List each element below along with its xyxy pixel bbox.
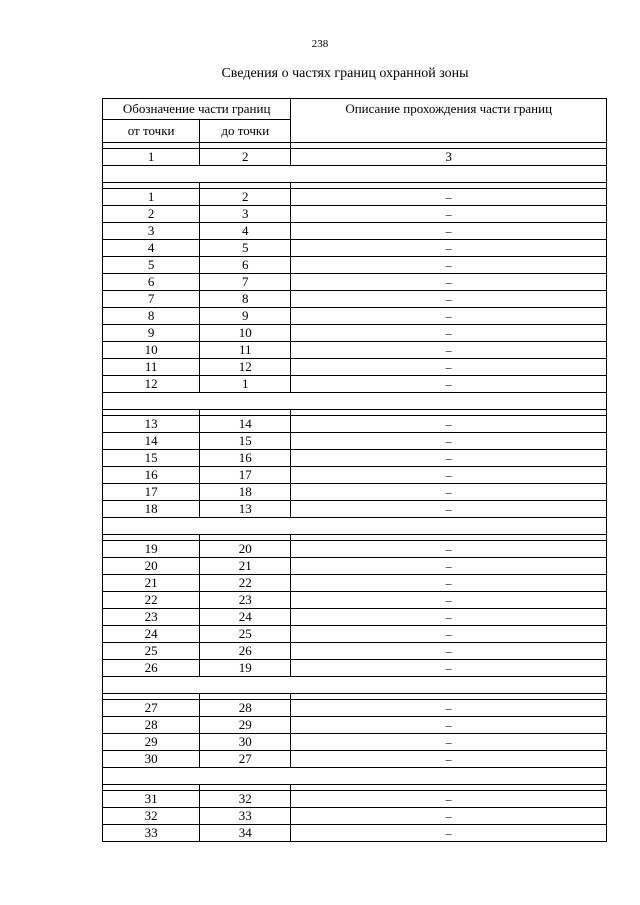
to-point-cell: 21	[200, 558, 291, 575]
from-point-cell: 23	[103, 609, 200, 626]
section-separator-row	[103, 166, 607, 183]
to-point-cell: 7	[200, 274, 291, 291]
col-number: 2	[200, 149, 291, 166]
description-cell: –	[291, 484, 607, 501]
description-cell: –	[291, 342, 607, 359]
description-cell: –	[291, 359, 607, 376]
description-cell: –	[291, 808, 607, 825]
section-separator	[103, 768, 607, 785]
to-point-cell: 24	[200, 609, 291, 626]
from-point-cell: 18	[103, 501, 200, 518]
from-point-cell: 10	[103, 342, 200, 359]
to-point-cell: 30	[200, 734, 291, 751]
description-cell: –	[291, 416, 607, 433]
to-point-cell: 28	[200, 700, 291, 717]
description-cell: –	[291, 325, 607, 342]
table-row	[103, 467, 607, 484]
table-row	[103, 189, 607, 206]
description-cell: –	[291, 376, 607, 393]
from-point-cell: 9	[103, 325, 200, 342]
from-point-cell: 16	[103, 467, 200, 484]
col-number: 3	[291, 149, 607, 166]
description-cell: –	[291, 274, 607, 291]
table-row	[103, 450, 607, 467]
from-point-cell: 27	[103, 700, 200, 717]
to-point-cell: 34	[200, 825, 291, 842]
header-desc: Описание прохождения части границ	[291, 99, 607, 143]
to-point-cell: 10	[200, 325, 291, 342]
to-point-cell: 29	[200, 717, 291, 734]
section-separator	[103, 393, 607, 410]
from-point-cell: 26	[103, 660, 200, 677]
section-separator-row	[103, 768, 607, 785]
page-number: 238	[311, 38, 329, 50]
table-row	[103, 660, 607, 677]
from-point-cell: 17	[103, 484, 200, 501]
header-from: от точки	[103, 120, 200, 143]
to-point-cell: 16	[200, 450, 291, 467]
from-point-cell: 5	[103, 257, 200, 274]
table-row	[103, 325, 607, 342]
description-cell: –	[291, 189, 607, 206]
from-point-cell: 22	[103, 592, 200, 609]
table-row	[103, 484, 607, 501]
to-point-cell: 9	[200, 308, 291, 325]
table-row	[103, 433, 607, 450]
table-row	[103, 223, 607, 240]
from-point-cell: 8	[103, 308, 200, 325]
header-group: Обозначение части границ	[103, 99, 291, 120]
from-point-cell: 29	[103, 734, 200, 751]
to-point-cell: 8	[200, 291, 291, 308]
table-row	[103, 342, 607, 359]
from-point-cell: 2	[103, 206, 200, 223]
section-separator-row	[103, 393, 607, 410]
from-point-cell: 25	[103, 643, 200, 660]
table-row	[103, 609, 607, 626]
description-cell: –	[291, 450, 607, 467]
description-cell: –	[291, 206, 607, 223]
table-row	[103, 240, 607, 257]
to-point-cell: 14	[200, 416, 291, 433]
to-point-cell: 17	[200, 467, 291, 484]
description-cell: –	[291, 240, 607, 257]
description-cell: –	[291, 558, 607, 575]
table-row	[103, 359, 607, 376]
from-point-cell: 3	[103, 223, 200, 240]
section-separator	[103, 677, 607, 694]
description-cell: –	[291, 626, 607, 643]
description-cell: –	[291, 643, 607, 660]
to-point-cell: 12	[200, 359, 291, 376]
description-cell: –	[291, 751, 607, 768]
to-point-cell: 5	[200, 240, 291, 257]
table-row	[103, 751, 607, 768]
description-cell: –	[291, 291, 607, 308]
from-point-cell: 4	[103, 240, 200, 257]
table-row	[103, 626, 607, 643]
to-point-cell: 25	[200, 626, 291, 643]
from-point-cell: 19	[103, 541, 200, 558]
column-number-row	[103, 149, 607, 166]
table-row	[103, 808, 607, 825]
description-cell: –	[291, 541, 607, 558]
to-point-cell: 11	[200, 342, 291, 359]
description-cell: –	[291, 734, 607, 751]
to-point-cell: 22	[200, 575, 291, 592]
table-row	[103, 206, 607, 223]
header-row-1	[103, 99, 607, 120]
description-cell: –	[291, 609, 607, 626]
to-point-cell: 1	[200, 376, 291, 393]
from-point-cell: 13	[103, 416, 200, 433]
table-row	[103, 274, 607, 291]
description-cell: –	[291, 257, 607, 274]
from-point-cell: 7	[103, 291, 200, 308]
from-point-cell: 6	[103, 274, 200, 291]
table-row	[103, 592, 607, 609]
description-cell: –	[291, 467, 607, 484]
from-point-cell: 14	[103, 433, 200, 450]
to-point-cell: 27	[200, 751, 291, 768]
section-separator-row	[103, 677, 607, 694]
from-point-cell: 33	[103, 825, 200, 842]
from-point-cell: 30	[103, 751, 200, 768]
description-cell: –	[291, 791, 607, 808]
to-point-cell: 6	[200, 257, 291, 274]
table-row	[103, 558, 607, 575]
header-to: до точки	[200, 120, 291, 143]
col-number: 1	[103, 149, 200, 166]
to-point-cell: 15	[200, 433, 291, 450]
table-row	[103, 291, 607, 308]
to-point-cell: 33	[200, 808, 291, 825]
description-cell: –	[291, 223, 607, 240]
table-row	[103, 791, 607, 808]
to-point-cell: 18	[200, 484, 291, 501]
to-point-cell: 4	[200, 223, 291, 240]
from-point-cell: 12	[103, 376, 200, 393]
to-point-cell: 32	[200, 791, 291, 808]
to-point-cell: 26	[200, 643, 291, 660]
table-row	[103, 308, 607, 325]
to-point-cell: 19	[200, 660, 291, 677]
to-point-cell: 13	[200, 501, 291, 518]
from-point-cell: 21	[103, 575, 200, 592]
boundary-table	[102, 98, 607, 842]
from-point-cell: 1	[103, 189, 200, 206]
from-point-cell: 20	[103, 558, 200, 575]
description-cell: –	[291, 825, 607, 842]
to-point-cell: 20	[200, 541, 291, 558]
description-cell: –	[291, 575, 607, 592]
from-point-cell: 15	[103, 450, 200, 467]
section-separator-row	[103, 518, 607, 535]
description-cell: –	[291, 592, 607, 609]
table-row	[103, 541, 607, 558]
table-row	[103, 825, 607, 842]
table-row	[103, 376, 607, 393]
section-separator	[103, 518, 607, 535]
table-row	[103, 501, 607, 518]
description-cell: –	[291, 700, 607, 717]
from-point-cell: 28	[103, 717, 200, 734]
description-cell: –	[291, 717, 607, 734]
table-row	[103, 257, 607, 274]
to-point-cell: 3	[200, 206, 291, 223]
description-cell: –	[291, 660, 607, 677]
table-row	[103, 700, 607, 717]
document-title: Сведения о частях границ охранной зоны	[221, 66, 469, 81]
table-row	[103, 643, 607, 660]
from-point-cell: 11	[103, 359, 200, 376]
from-point-cell: 24	[103, 626, 200, 643]
description-cell: –	[291, 501, 607, 518]
to-point-cell: 2	[200, 189, 291, 206]
section-separator	[103, 166, 607, 183]
table-row	[103, 575, 607, 592]
table-row	[103, 734, 607, 751]
table-row	[103, 416, 607, 433]
from-point-cell: 32	[103, 808, 200, 825]
from-point-cell: 31	[103, 791, 200, 808]
to-point-cell: 23	[200, 592, 291, 609]
description-cell: –	[291, 433, 607, 450]
table-row	[103, 717, 607, 734]
description-cell: –	[291, 308, 607, 325]
